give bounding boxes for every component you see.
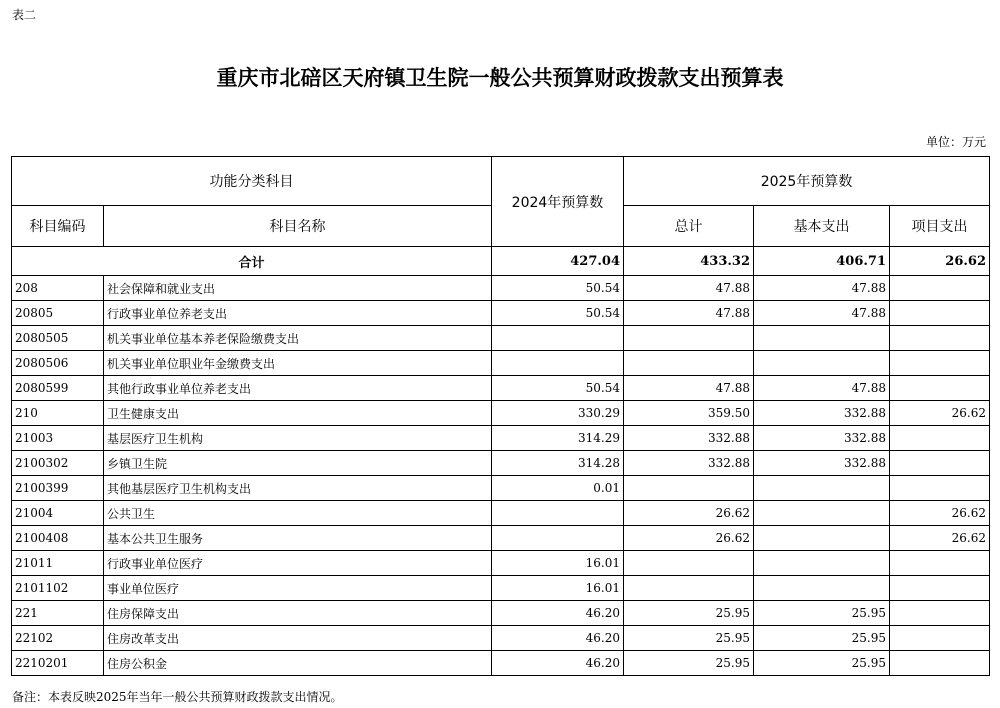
cell-code: 210 [12,401,104,426]
header-code: 科目编码 [12,206,104,247]
cell-name: 住房公积金 [104,651,492,676]
cell-2025-project [890,551,990,576]
cell-2025-total: 47.88 [624,301,754,326]
cell-code: 221 [12,601,104,626]
cell-2025-basic: 25.95 [754,626,890,651]
cell-name: 基层医疗卫生机构 [104,426,492,451]
cell-2025-total: 332.88 [624,451,754,476]
unit-label: 单位：万元 [925,135,986,149]
cell-2025-total [624,326,754,351]
cell-name: 住房改革支出 [104,626,492,651]
table-row [12,601,990,626]
footer-note: 备注：本表反映2025年当年一般公共预算财政拨款支出情况。 [12,690,343,704]
cell-name: 卫生健康支出 [104,401,492,426]
cell-budget-2024: 314.28 [492,451,624,476]
cell-name: 社会保障和就业支出 [104,276,492,301]
cell-code: 208 [12,276,104,301]
cell-name: 其他行政事业单位养老支出 [104,376,492,401]
cell-budget-2024: 16.01 [492,551,624,576]
cell-2025-total [624,576,754,601]
cell-2025-basic [754,351,890,376]
cell-2025-basic [754,576,890,601]
cell-2025-basic [754,551,890,576]
cell-code: 2080506 [12,351,104,376]
table-row [12,401,990,426]
table-row [12,376,990,401]
cell-name: 乡镇卫生院 [104,451,492,476]
cell-2025-project [890,276,990,301]
table-row [12,326,990,351]
cell-budget-2024 [492,501,624,526]
cell-2025-basic: 25.95 [754,651,890,676]
cell-2025-basic: 332.88 [754,426,890,451]
table-body [12,276,990,676]
cell-2025-project [890,351,990,376]
header-budget-2024: 2024年预算数 [492,157,624,247]
cell-2025-basic: 47.88 [754,301,890,326]
cell-code: 2210201 [12,651,104,676]
cell-2025-total [624,351,754,376]
cell-budget-2024 [492,351,624,376]
table-number-tag: 表二 [12,8,37,22]
table-row [12,501,990,526]
cell-2025-project [890,301,990,326]
cell-2025-project [890,576,990,601]
cell-budget-2024 [492,326,624,351]
cell-2025-project [890,626,990,651]
header-budget-2025: 2025年预算数 [624,157,990,206]
cell-budget-2024: 50.54 [492,276,624,301]
cell-2025-basic [754,476,890,501]
cell-name: 事业单位医疗 [104,576,492,601]
cell-2025-total: 26.62 [624,501,754,526]
cell-code: 21011 [12,551,104,576]
cell-2025-project: 26.62 [890,526,990,551]
cell-code: 20805 [12,301,104,326]
cell-name: 机关事业单位职业年金缴费支出 [104,351,492,376]
cell-2025-total: 25.95 [624,601,754,626]
cell-2025-project [890,651,990,676]
cell-2025-total [624,551,754,576]
total-2025-basic: 406.71 [754,247,890,276]
header-total: 总计 [624,206,754,247]
cell-2025-project [890,426,990,451]
cell-code: 2080505 [12,326,104,351]
cell-code: 2100399 [12,476,104,501]
cell-budget-2024: 50.54 [492,301,624,326]
cell-2025-basic: 47.88 [754,276,890,301]
table-row [12,351,990,376]
page-title: 重庆市北碚区天府镇卫生院一般公共预算财政拨款支出预算表 [216,65,784,90]
table-row [12,651,990,676]
table-header [12,157,990,276]
cell-name: 行政事业单位医疗 [104,551,492,576]
cell-2025-project: 26.62 [890,401,990,426]
cell-2025-basic [754,501,890,526]
cell-2025-project [890,601,990,626]
table-row [12,451,990,476]
cell-2025-project [890,451,990,476]
cell-name: 公共卫生 [104,501,492,526]
cell-2025-project [890,376,990,401]
cell-budget-2024: 50.54 [492,376,624,401]
cell-budget-2024 [492,526,624,551]
cell-name: 其他基层医疗卫生机构支出 [104,476,492,501]
cell-budget-2024: 16.01 [492,576,624,601]
cell-budget-2024: 330.29 [492,401,624,426]
table-row [12,426,990,451]
cell-2025-total: 25.95 [624,651,754,676]
table-row [12,476,990,501]
cell-code: 2101102 [12,576,104,601]
table-row [12,301,990,326]
cell-2025-total: 47.88 [624,376,754,401]
cell-2025-project [890,476,990,501]
header-func-class: 功能分类科目 [12,157,492,206]
cell-code: 2100302 [12,451,104,476]
cell-name: 住房保障支出 [104,601,492,626]
cell-2025-total: 47.88 [624,276,754,301]
cell-name: 基本公共卫生服务 [104,526,492,551]
total-2025-total: 433.32 [624,247,754,276]
cell-2025-basic: 47.88 [754,376,890,401]
cell-code: 2100408 [12,526,104,551]
cell-code: 21004 [12,501,104,526]
cell-2025-basic: 332.88 [754,401,890,426]
cell-2025-total: 25.95 [624,626,754,651]
cell-2025-total [624,476,754,501]
cell-2025-project [890,326,990,351]
table-row [12,276,990,301]
total-budget-2024: 427.04 [492,247,624,276]
total-2025-project: 26.62 [890,247,990,276]
cell-2025-total: 332.88 [624,426,754,451]
cell-name: 机关事业单位基本养老保险缴费支出 [104,326,492,351]
table-row [12,526,990,551]
cell-2025-total: 26.62 [624,526,754,551]
cell-budget-2024: 0.01 [492,476,624,501]
cell-code: 21003 [12,426,104,451]
total-row [12,247,990,276]
cell-code: 22102 [12,626,104,651]
cell-budget-2024: 314.29 [492,426,624,451]
cell-name: 行政事业单位养老支出 [104,301,492,326]
cell-2025-project: 26.62 [890,501,990,526]
cell-2025-basic [754,526,890,551]
cell-2025-basic: 332.88 [754,451,890,476]
cell-2025-basic: 25.95 [754,601,890,626]
cell-budget-2024: 46.20 [492,601,624,626]
table-row [12,576,990,601]
header-name: 科目名称 [104,206,492,247]
table-row [12,626,990,651]
header-project: 项目支出 [890,206,990,247]
cell-2025-basic [754,326,890,351]
cell-budget-2024: 46.20 [492,651,624,676]
table-row [12,551,990,576]
total-label: 合计 [12,247,492,276]
cell-budget-2024: 46.20 [492,626,624,651]
cell-code: 2080599 [12,376,104,401]
budget-table [11,156,990,676]
header-basic: 基本支出 [754,206,890,247]
cell-2025-total: 359.50 [624,401,754,426]
